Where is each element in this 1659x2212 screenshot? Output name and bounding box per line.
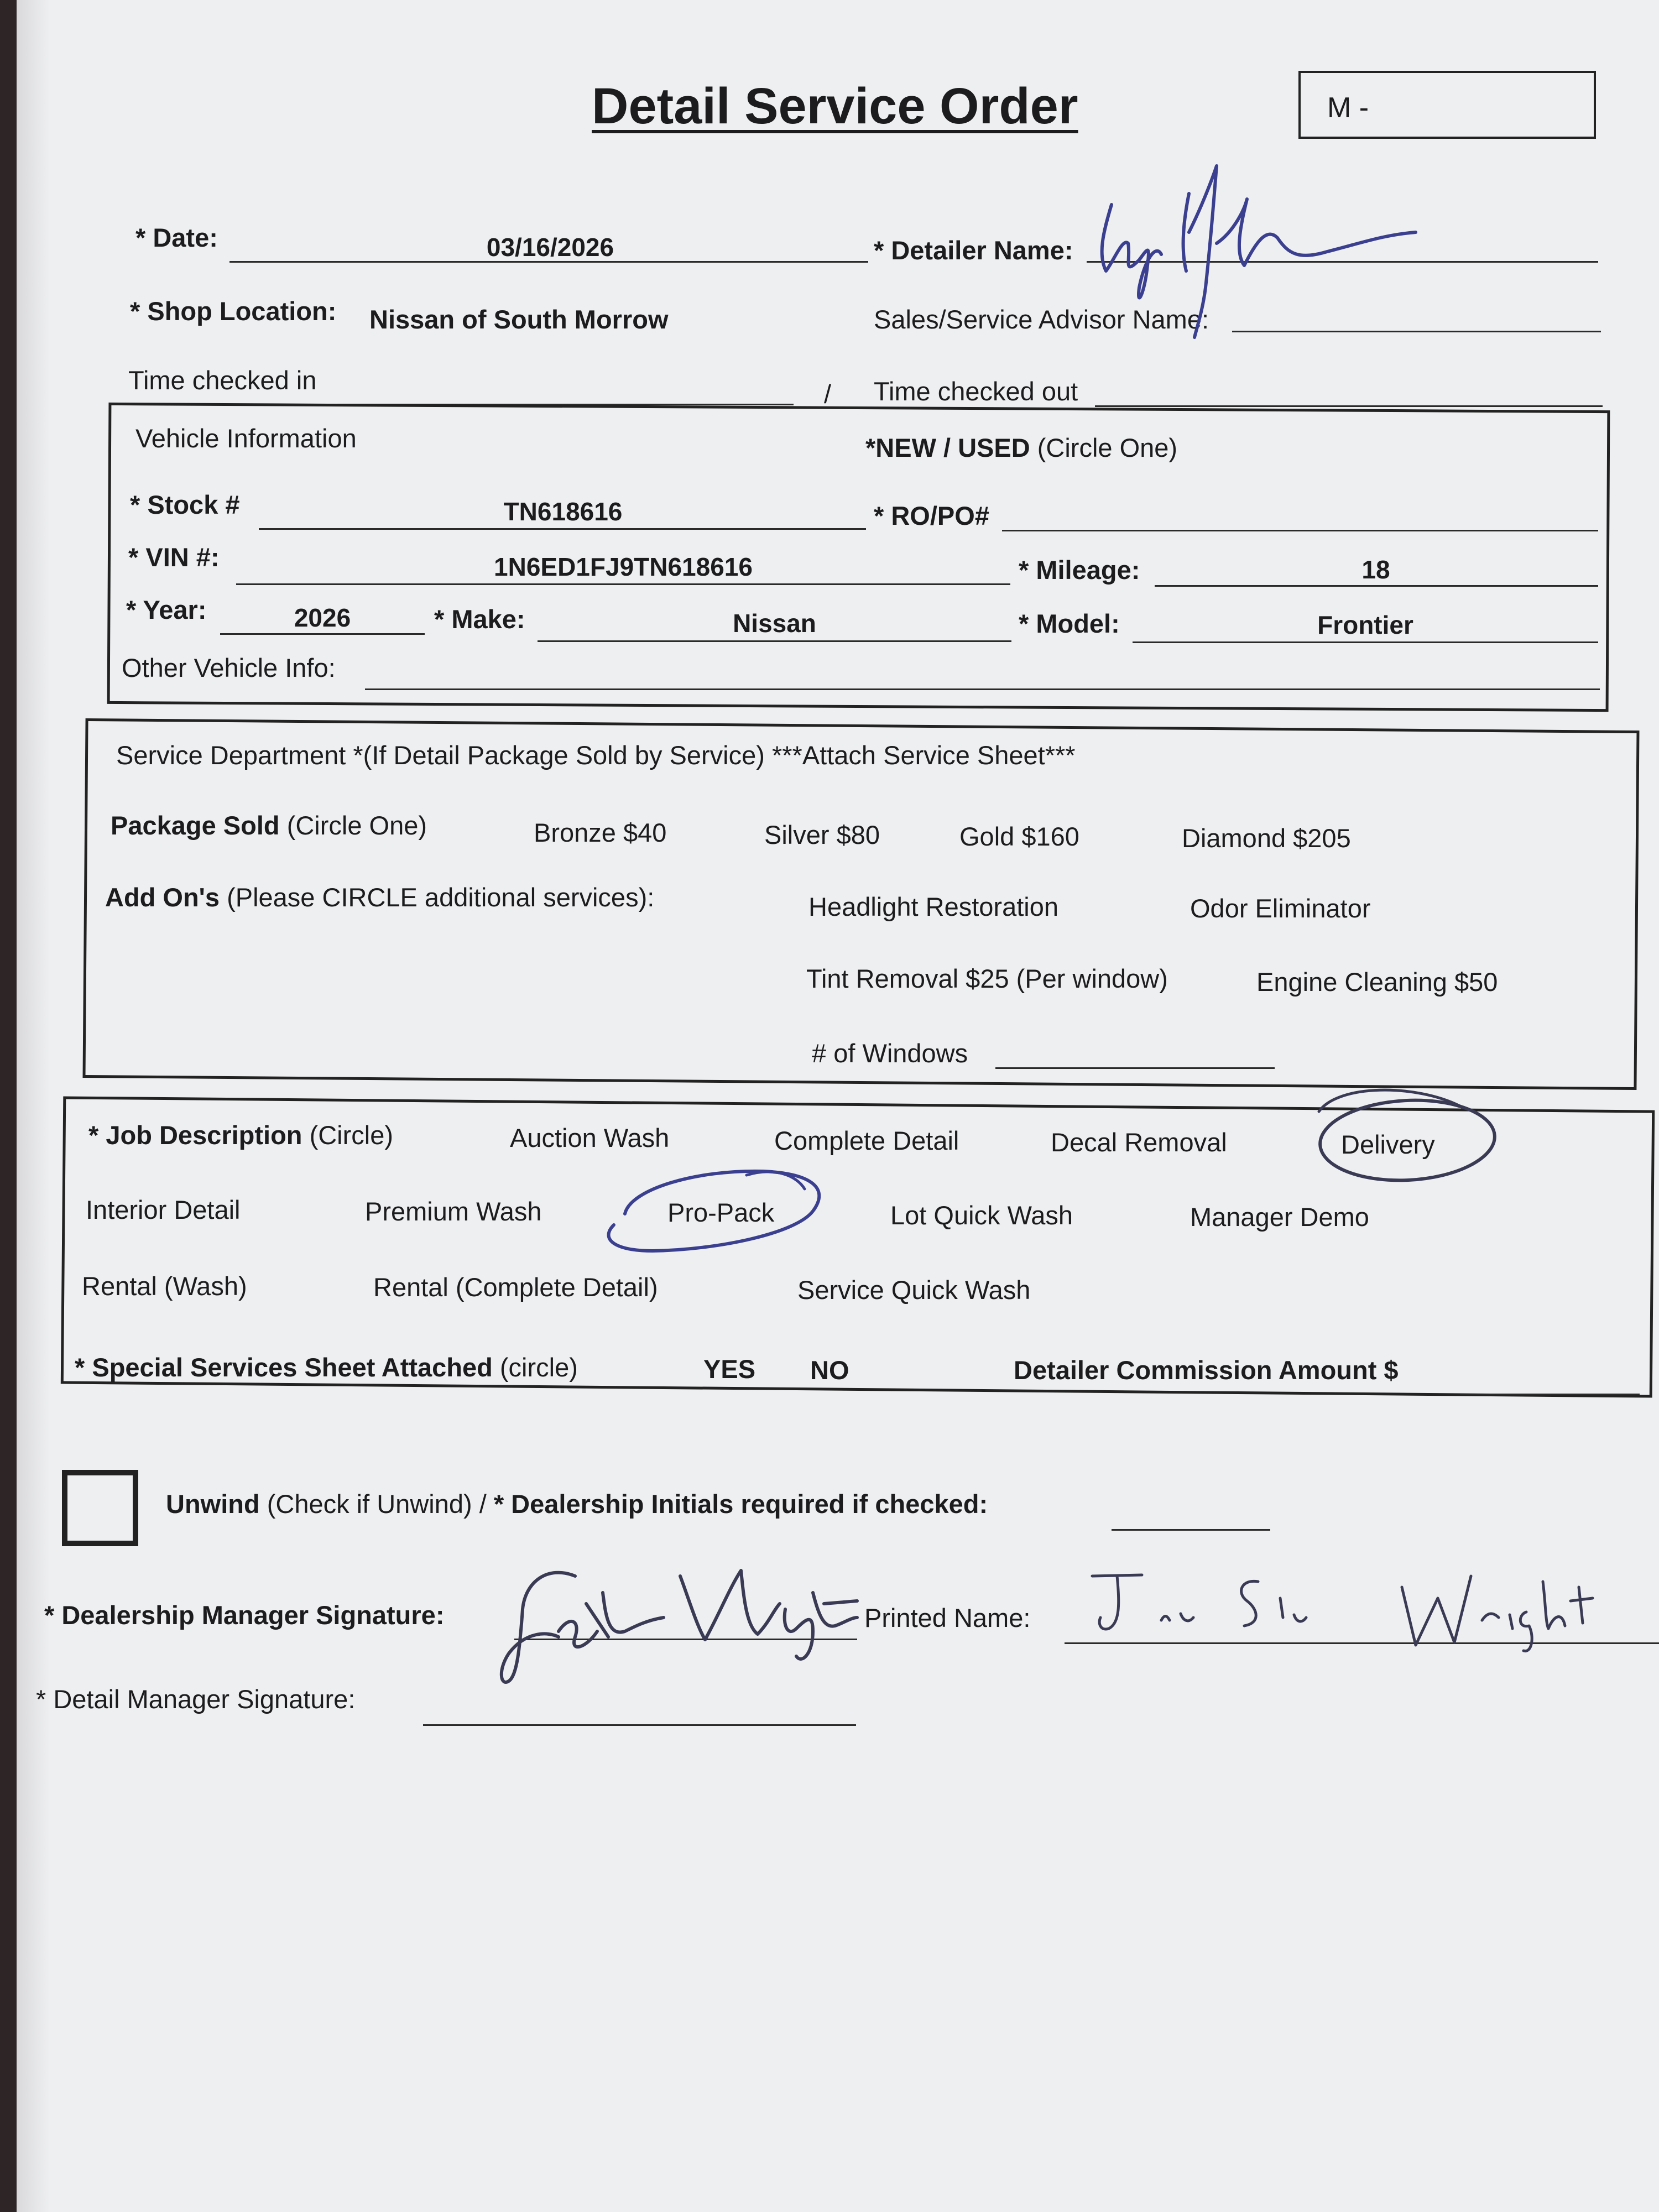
- time-out-field[interactable]: [1095, 405, 1603, 407]
- add-ons-suffix: (Please CIRCLE additional services):: [227, 883, 655, 912]
- vehicle-info-label: Vehicle Information: [135, 424, 357, 453]
- windows-count-label: # of Windows: [812, 1039, 968, 1068]
- time-slash: /: [824, 379, 832, 409]
- mileage-value: 18: [1361, 555, 1390, 584]
- add-ons-bold: Add On's: [105, 883, 220, 912]
- manager-signature-label: * Dealership Manager Signature:: [44, 1600, 445, 1630]
- new-used-bold: *NEW / USED: [865, 433, 1030, 462]
- detailer-commission-label: Detailer Commission Amount $: [1014, 1355, 1399, 1385]
- package-sold-label: [111, 810, 427, 841]
- model-field[interactable]: [1133, 641, 1598, 643]
- stock-field[interactable]: [259, 528, 866, 530]
- service-department-header: Service Department *(If Detail Package Sold by Service) ***Attach Service Sheet***: [116, 740, 1076, 770]
- job-interior-detail[interactable]: Interior Detail: [86, 1195, 241, 1224]
- special-services-no[interactable]: NO: [810, 1355, 849, 1385]
- stock-value: TN618616: [503, 497, 623, 526]
- date-label: * Date:: [135, 223, 218, 252]
- job-pro-pack[interactable]: Pro-Pack: [667, 1198, 775, 1227]
- detail-manager-signature-field[interactable]: [423, 1724, 856, 1726]
- special-services-bold: * Special Services Sheet Attached: [75, 1353, 493, 1382]
- job-rental-complete-detail[interactable]: Rental (Complete Detail): [373, 1272, 658, 1302]
- addon-headlight-restoration[interactable]: Headlight Restoration: [808, 892, 1058, 921]
- job-auction-wash[interactable]: Auction Wash: [510, 1123, 670, 1152]
- job-complete-detail[interactable]: Complete Detail: [774, 1126, 959, 1155]
- unwind-checkbox[interactable]: [62, 1470, 138, 1546]
- detailer-name-field[interactable]: [1087, 261, 1598, 263]
- make-field[interactable]: [538, 640, 1011, 642]
- detailer-commission-field[interactable]: [1460, 1394, 1640, 1395]
- add-ons-label: [105, 882, 654, 912]
- package-bronze[interactable]: Bronze $40: [534, 818, 667, 847]
- unwind-label: [166, 1489, 988, 1519]
- ro-po-label: * RO/PO#: [874, 501, 989, 530]
- detail-manager-signature-label: * Detail Manager Signature:: [36, 1684, 356, 1714]
- job-manager-demo[interactable]: Manager Demo: [1190, 1202, 1369, 1232]
- package-sold-suffix: (Circle One): [286, 811, 427, 840]
- mileage-field[interactable]: [1155, 585, 1598, 587]
- stock-label: * Stock #: [130, 490, 240, 519]
- time-in-label: Time checked in: [128, 366, 317, 395]
- job-delivery[interactable]: Delivery: [1341, 1130, 1435, 1159]
- m-number-label: M -: [1327, 92, 1369, 124]
- job-description-suffix: (Circle): [309, 1120, 393, 1150]
- year-label: * Year:: [126, 595, 207, 624]
- special-services-yes[interactable]: YES: [703, 1354, 756, 1384]
- dealership-initials-field[interactable]: [1112, 1529, 1270, 1531]
- windows-count-field[interactable]: [995, 1067, 1275, 1069]
- package-gold[interactable]: Gold $160: [959, 822, 1079, 851]
- detailer-name-label: * Detailer Name:: [874, 236, 1073, 265]
- special-services-label: [75, 1352, 578, 1383]
- model-label: * Model:: [1019, 609, 1120, 638]
- other-vehicle-info-label: Other Vehicle Info:: [122, 653, 336, 682]
- vin-value: 1N6ED1FJ9TN618616: [494, 552, 753, 581]
- unwind-initials-required: * Dealership Initials required if checked:: [493, 1489, 988, 1519]
- model-value: Frontier: [1317, 611, 1413, 639]
- ro-po-field[interactable]: [1002, 530, 1598, 531]
- paper-edge: [17, 0, 50, 2212]
- job-decal-removal[interactable]: Decal Removal: [1051, 1128, 1227, 1157]
- printed-name-label: Printed Name:: [864, 1603, 1031, 1632]
- unwind-bold: Unwind: [166, 1489, 260, 1519]
- job-service-quick-wash[interactable]: Service Quick Wash: [797, 1275, 1031, 1305]
- make-value: Nissan: [733, 609, 816, 638]
- addon-odor-eliminator[interactable]: Odor Eliminator: [1190, 894, 1371, 923]
- form-title: Detail Service Order: [592, 78, 1078, 134]
- manager-signature-field[interactable]: [514, 1639, 857, 1640]
- unwind-mid: (Check if Unwind) /: [267, 1489, 487, 1519]
- advisor-name-label: Sales/Service Advisor Name:: [874, 305, 1209, 334]
- addon-engine-cleaning[interactable]: Engine Cleaning $50: [1256, 967, 1498, 997]
- printed-name-field[interactable]: [1065, 1642, 1659, 1644]
- job-rental-wash[interactable]: Rental (Wash): [82, 1271, 247, 1301]
- job-premium-wash[interactable]: Premium Wash: [365, 1197, 542, 1226]
- date-value: 03/16/2026: [486, 233, 614, 262]
- vin-label: * VIN #:: [128, 542, 220, 572]
- advisor-name-field[interactable]: [1232, 331, 1601, 332]
- job-description-label: [88, 1120, 393, 1150]
- make-label: * Make:: [434, 604, 525, 634]
- package-diamond[interactable]: Diamond $205: [1182, 823, 1351, 853]
- special-services-suffix: (circle): [499, 1353, 578, 1382]
- addon-tint-removal[interactable]: Tint Removal $25 (Per window): [806, 964, 1168, 993]
- new-used-suffix: (Circle One): [1037, 433, 1178, 462]
- mileage-label: * Mileage:: [1019, 555, 1140, 585]
- shop-location-value: Nissan of South Morrow: [369, 305, 669, 334]
- package-silver[interactable]: Silver $80: [764, 820, 880, 849]
- time-out-label: Time checked out: [874, 377, 1078, 406]
- package-sold-bold: Package Sold: [111, 811, 280, 840]
- new-used-choice[interactable]: [865, 432, 1177, 463]
- job-description-bold: * Job Description: [88, 1120, 302, 1150]
- year-field[interactable]: [220, 633, 425, 635]
- job-lot-quick-wash[interactable]: Lot Quick Wash: [890, 1201, 1073, 1230]
- year-value: 2026: [294, 603, 351, 632]
- vin-field[interactable]: [236, 583, 1010, 585]
- shop-location-label: * Shop Location:: [130, 296, 337, 326]
- other-vehicle-info-field[interactable]: [365, 688, 1600, 690]
